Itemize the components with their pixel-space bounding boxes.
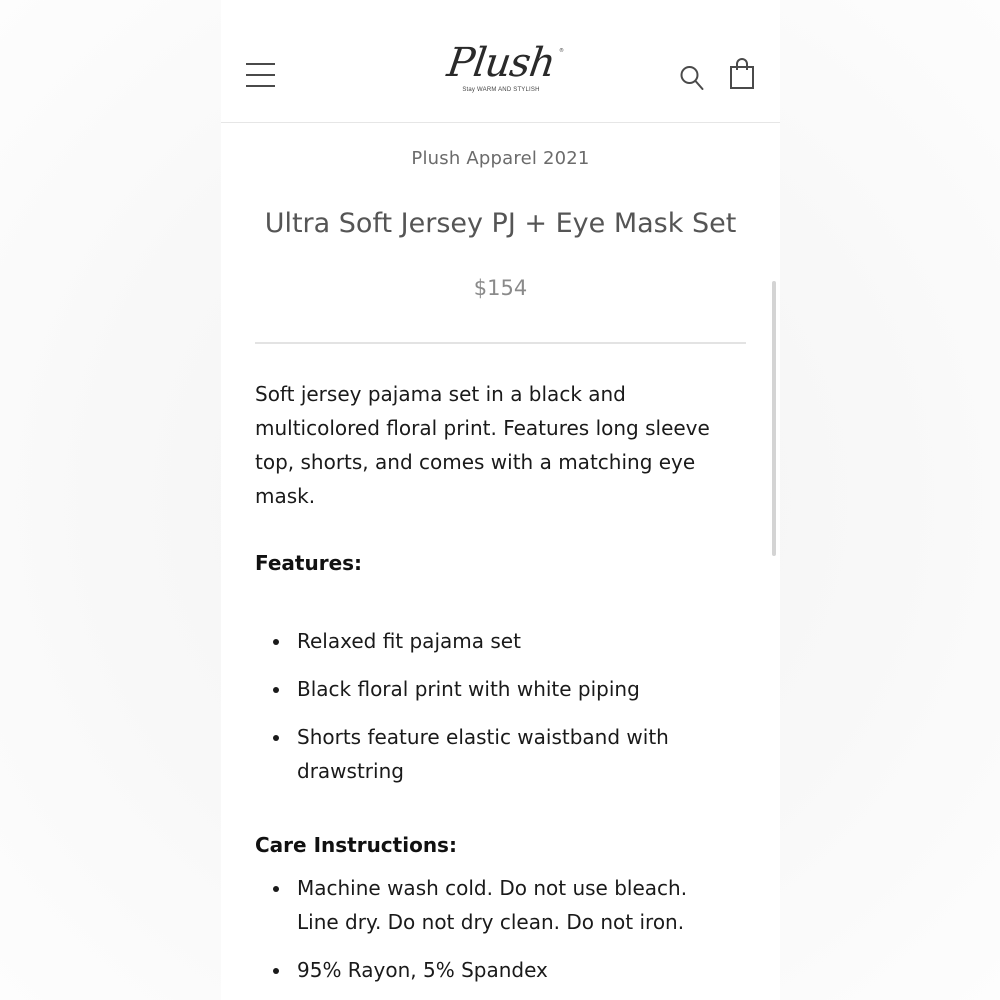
- bullet-icon: [273, 735, 279, 741]
- care-text: 95% Rayon, 5% Spandex: [297, 958, 548, 982]
- logo-tagline: Stay WARM AND STYLISH: [462, 87, 540, 93]
- feature-text: Relaxed fit pajama set: [297, 629, 521, 653]
- product-title: Ultra Soft Jersey PJ + Eye Mask Set: [264, 208, 737, 239]
- product-vendor[interactable]: Plush Apparel 2021: [411, 148, 590, 169]
- list-item: [255, 720, 735, 788]
- search-icon[interactable]: [679, 64, 705, 92]
- product-price: $154: [473, 276, 528, 300]
- bullet-icon: [273, 968, 279, 974]
- list-item: [255, 624, 735, 658]
- care-instructions-list: [255, 871, 735, 1000]
- logo-wordmark: Plush: [444, 40, 558, 86]
- features-list: [255, 624, 735, 802]
- features-heading: Features:: [255, 551, 363, 575]
- list-item: [255, 672, 735, 706]
- hamburger-menu-icon[interactable]: [246, 63, 276, 89]
- feature-text: Shorts feature elastic waistband with drawstring: [297, 725, 669, 783]
- list-item: [255, 871, 735, 939]
- registered-mark: ®: [559, 48, 564, 54]
- site-header: [221, 0, 780, 123]
- care-instructions-heading: Care Instructions:: [255, 833, 457, 857]
- shopping-bag-icon[interactable]: [729, 58, 755, 90]
- list-item: [255, 953, 735, 987]
- bullet-icon: [273, 886, 279, 892]
- care-text: Machine wash cold. Do not use bleach. Line dry. Do not dry clean. Do not iron.: [297, 876, 688, 934]
- product-description: Soft jersey pajama set in a black and multicolored floral print. Features long sleeve top, shorts, and comes with a matching eye mask.: [255, 382, 710, 508]
- feature-text: Black floral print with white piping: [297, 677, 640, 701]
- bullet-icon: [273, 639, 279, 645]
- brand-logo[interactable]: [426, 42, 576, 104]
- bullet-icon: [273, 687, 279, 693]
- mobile-product-page: [221, 0, 780, 1000]
- section-divider: [255, 342, 746, 344]
- scrollbar[interactable]: [772, 281, 776, 556]
